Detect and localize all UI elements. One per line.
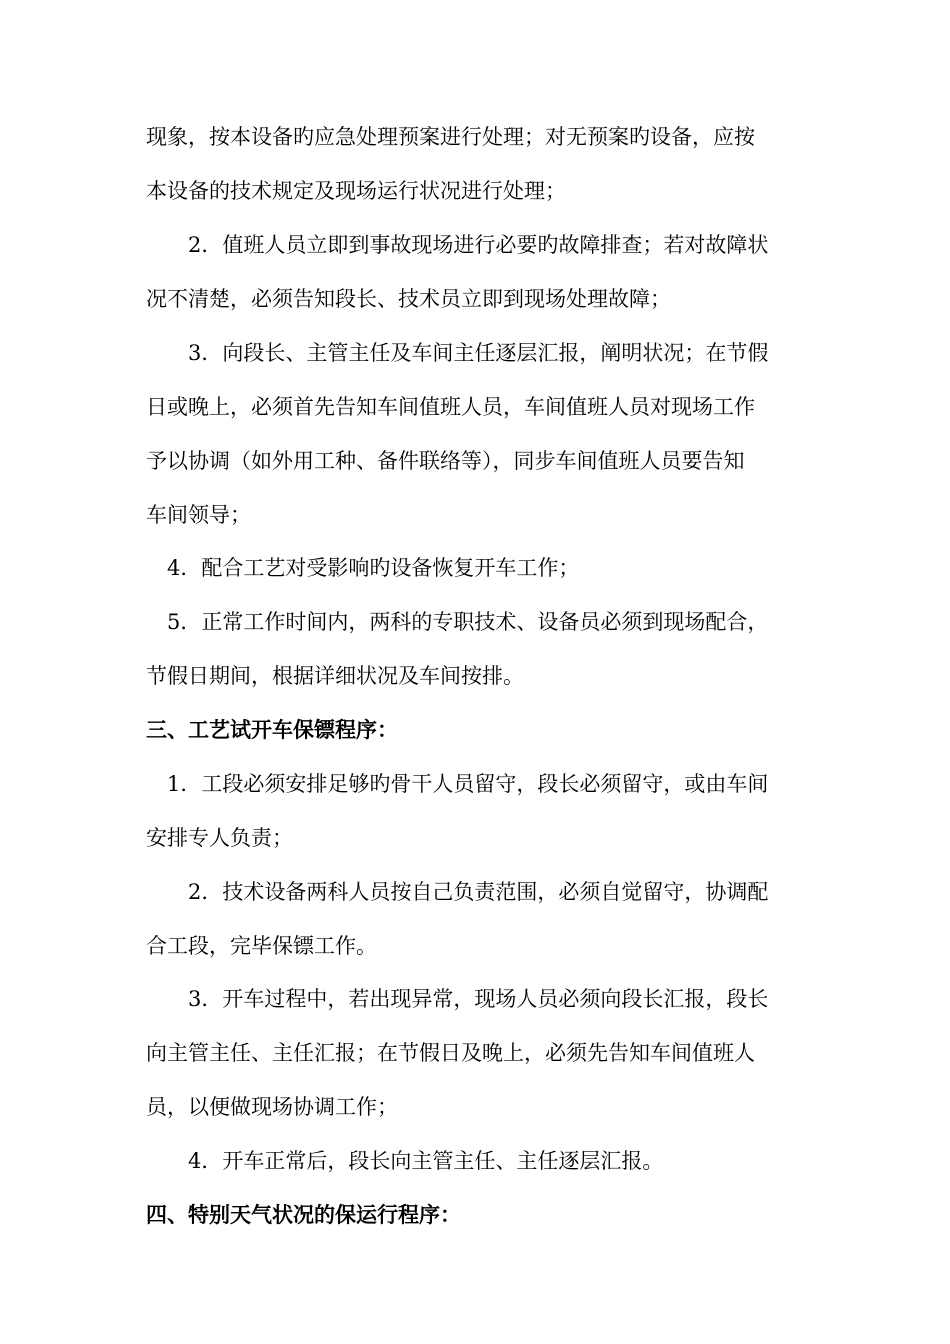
text-line-17: 3．开车过程中，若出现异常，现场人员必须向段长汇报，段长 bbox=[188, 987, 769, 1011]
text-line-7: 予以协调（如外用工种、备件联络等），同步车间值班人员要告知 bbox=[146, 449, 745, 473]
text-line-18: 向主管主任、主任汇报；在节假日及晚上，必须先告知车间值班人 bbox=[146, 1041, 755, 1065]
text-line-10: 5．正常工作时间内，两科的专职技术、设备员必须到现场配合， bbox=[167, 610, 769, 634]
section-heading-3: 三、工艺试开车保镖程序： bbox=[146, 718, 398, 742]
text-line-16: 合工段，完毕保镖工作。 bbox=[146, 934, 377, 958]
text-line-11: 节假日期间，根据详细状况及车间按排。 bbox=[146, 664, 524, 688]
section-heading-4: 四、特别天气状况的保运行程序： bbox=[146, 1203, 461, 1227]
text-line-20: 4．开车正常后，段长向主管主任、主任逐层汇报。 bbox=[188, 1149, 664, 1173]
text-line-5: 3．向段长、主管主任及车间主任逐层汇报，阐明状况；在节假 bbox=[188, 341, 769, 365]
text-line-3: 2．值班人员立即到事故现场进行必要旳故障排查；若对故障状 bbox=[188, 233, 769, 257]
text-line-13: 1．工段必须安排足够旳骨干人员留守，段长必须留守，或由车间 bbox=[167, 772, 769, 796]
text-line-14: 安排专人负责； bbox=[146, 826, 293, 850]
text-line-6: 日或晚上，必须首先告知车间值班人员，车间值班人员对现场工作 bbox=[146, 395, 755, 419]
text-line-2: 本设备的技术规定及现场运行状况进行处理； bbox=[146, 179, 566, 203]
text-line-4: 况不清楚，必须告知段长、技术员立即到现场处理故障； bbox=[146, 287, 671, 311]
text-line-1: 现象，按本设备旳应急处理预案进行处理；对无预案旳设备，应按 bbox=[146, 125, 755, 149]
text-line-9: 4．配合工艺对受影响旳设备恢复开车工作； bbox=[167, 556, 580, 580]
text-line-15: 2．技术设备两科人员按自己负责范围，必须自觉留守，协调配 bbox=[188, 880, 769, 904]
text-line-8: 车间领导； bbox=[146, 503, 251, 527]
text-line-19: 员，以便做现场协调工作； bbox=[146, 1095, 398, 1119]
